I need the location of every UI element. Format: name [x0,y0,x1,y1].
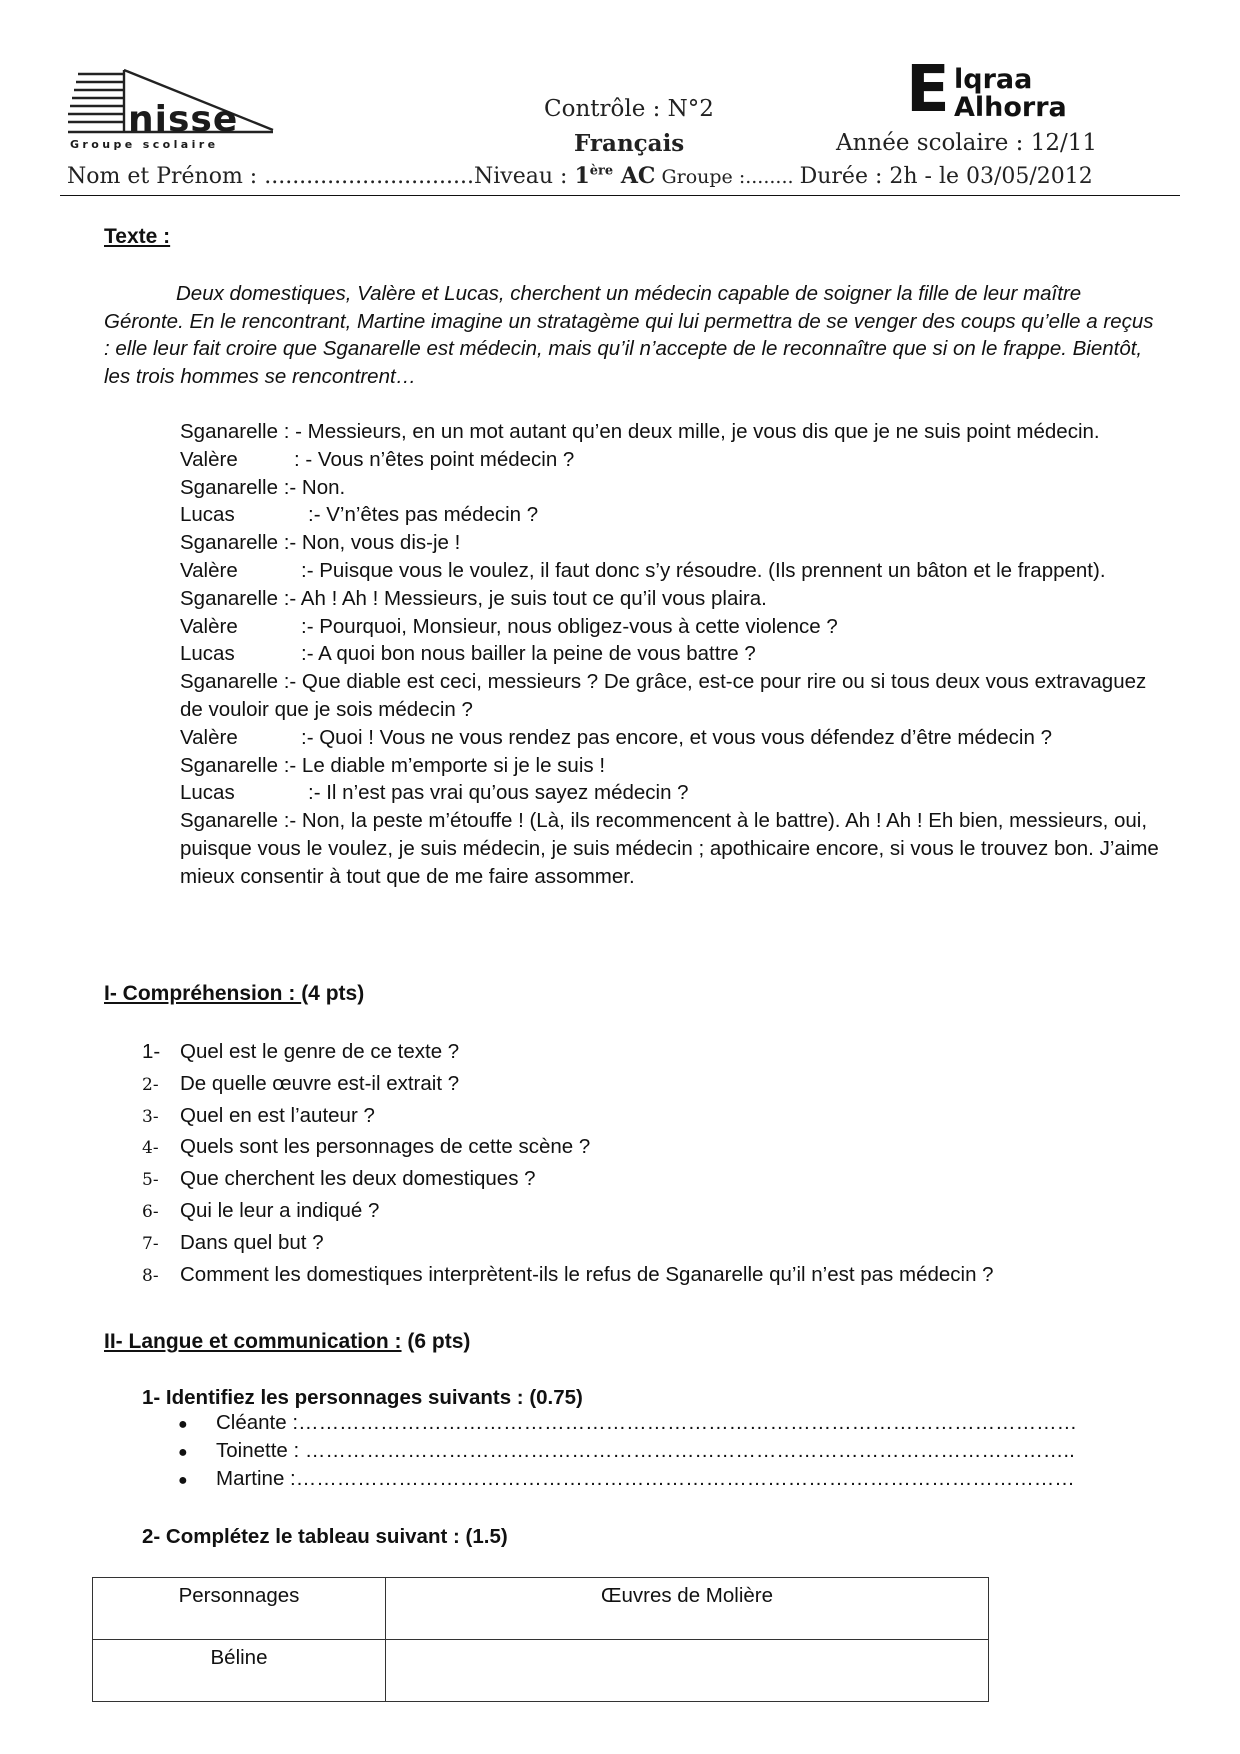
dialogue-line: Lucas :- V’n’êtes pas médecin ? [180,503,539,527]
logo-line1: lqraa [954,64,1033,95]
dialogue-line: Valère :- Quoi ! Vous ne vous rendez pas encore, et vous vous défendez d’être médecin ? [180,725,1052,749]
answer-blank[interactable]: :…………………………………………………………………………………………………… [286,1411,1078,1434]
question-item: 4- Quels sont les personnages de cette scène ? [142,1135,591,1159]
header-cell: Œuvres de Molière [386,1578,989,1640]
question-item: 7- Dans quel but ? [142,1230,324,1254]
table-question: 2- Complétez le tableau suivant : (1.5) [142,1525,508,1548]
table-cell: Béline [93,1640,386,1702]
question-item: 8- Comment les domestiques interprètent-ils le refus de Sganarelle qu’il n’est pas médecin ? [142,1262,994,1286]
header-divider [60,195,1180,196]
logo-word: nisse [128,99,239,140]
question-item: 2- De quelle œuvre est-il extrait ? [142,1071,460,1095]
dialogue-line: Sganarelle :- Que diable est ceci, messieurs ? De grâce, est-ce pour rire ou si tous deux vous extravaguez de vouloir que je sois médecin ? [180,670,1147,721]
texte-title: Texte : [104,225,171,248]
dialogue-line: Sganarelle :- Ah ! Ah ! Messieurs, je suis tout ce qu’il vous plaira. [180,586,767,610]
level-suffix: AC [613,163,656,189]
character-item: ● Cléante :…………………………………………………………………………………………………… [178,1411,1078,1434]
name-field: Nom et Prénom : .............................. [67,164,475,189]
dialogue [180,418,1170,891]
table-header-row [93,1578,989,1640]
header-cell: Personnages [93,1578,386,1640]
bullet-icon: ● [178,1472,188,1489]
intro-paragraph: Deux domestiques, Valère et Lucas, cherchent un médecin capable de soigner la fille de leur maître Géronte. En le rencontrant, Martine imagine un stratagème qui lui permettra de se venger des coups qu’elle a reçus : elle leur fait croire que Sganarelle est médecin, mais qu’il n’accepte de le reconnaître que si on le frappe. Bientôt, les trois hommes se rencontrent… [104,282,1154,388]
question-item: 6- Qui le leur a indiqué ? [142,1198,380,1222]
answer-blank[interactable]: : ………………………………………………………………………………………………….. [287,1439,1075,1462]
logo-line2: Alhorra [954,92,1067,123]
bullet-icon: ● [178,1444,188,1461]
subject: Français [574,130,685,157]
dialogue-line: Valère :- Pourquoi, Monsieur, nous obligez-vous à cette violence ? [180,614,838,638]
answer-cell[interactable] [386,1640,989,1702]
dialogue-line: Valère : - Vous n’êtes point médecin ? [180,447,575,471]
dialogue-line: Lucas :- Il n’est pas vrai qu’ous sayez médecin ? [180,781,689,805]
character-list [178,1411,1077,1495]
duration-date: Durée : 2h - le 03/05/2012 [799,164,1093,189]
student-info-line [67,163,1093,189]
logo-letter: E [906,53,950,127]
dialogue-line: Sganarelle :- Le diable m’emporte si je le suis ! [180,753,606,777]
dialogue-line: Sganarelle :- Non, la peste m’étouffe ! (Là, ils recommencent à le battre). Ah ! Ah ! Eh bien, messieurs, oui, puisque vous le voulez, je suis médecin, je suis médecin ; apothicaire encore, si vous le trouvez bon. J’aime mieux consentir à tout que de me faire assommer. [180,809,1159,888]
question-item: 5- Que cherchent les deux domestiques ? [142,1167,536,1191]
dialogue-line: Sganarelle :- Non, vous dis-je ! [180,531,461,555]
character-item: ● Martine :…………………………………………………………………………………………………… [178,1467,1075,1490]
level-label: Niveau : [474,164,575,189]
school-year: Année scolaire : 12/11 [836,130,1097,156]
publisher-logo [906,53,1096,130]
langue-title: II- Langue et communication : (6 pts) [104,1330,471,1353]
identify-question: 1- Identifiez les personnages suivants : (0.75) [142,1386,583,1409]
answer-blank[interactable]: :…………………………………………………………………………………………………… [284,1467,1075,1490]
school-logo [68,68,278,152]
level-num: 1 [574,163,590,189]
character-item: ● Toinette : ………………………………………………………………………………………………….. [178,1439,1075,1462]
table-row [93,1640,989,1702]
dialogue-line: Sganarelle : - Messieurs, en un mot autant qu’en deux mille, je vous dis que je ne suis point médecin. [180,420,1100,443]
level-sup: ère [589,163,614,179]
bullet-icon: ● [178,1416,188,1433]
group-field: Groupe :........ [655,166,800,188]
control-title: Contrôle : N°2 [544,96,714,122]
dialogue-line: Lucas :- A quoi bon nous bailler la peine de vous battre ? [180,642,756,666]
question-item: 3- Quel en est l’auteur ? [142,1103,375,1127]
question-item: 1- Quel est le genre de ce texte ? [142,1040,460,1063]
works-table [92,1577,989,1702]
comprehension-questions [142,1040,994,1294]
comprehension-title: I- Compréhension : (4 pts) [104,982,365,1005]
dialogue-line: Valère :- Puisque vous le voulez, il faut donc s’y résoudre. (Ils prennent un bâton et le frappent). [180,558,1106,582]
dialogue-line: Sganarelle :- Non. [180,475,346,499]
logo-subtitle: Groupe scolaire [70,138,219,151]
